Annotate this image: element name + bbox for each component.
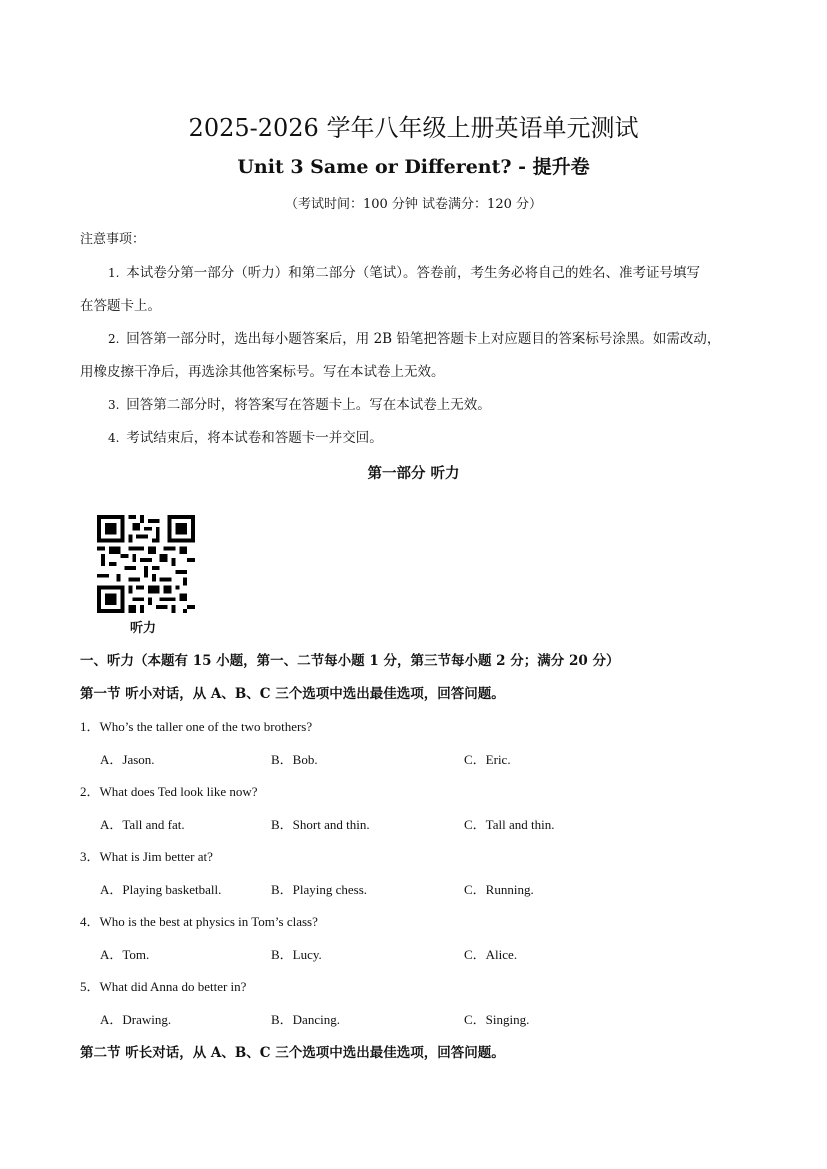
note-4 — [108, 422, 383, 455]
exam-duration-score: （考试时间：100 分钟 试卷满分：120 分） — [284, 197, 543, 212]
note-3 — [108, 389, 491, 422]
question-3-option-b[interactable]: B．Playing chess. — [271, 882, 368, 897]
question-3-stem: 3．What is Jim better at? — [80, 849, 213, 864]
question-5-option-c[interactable]: C．Singing. — [464, 1012, 530, 1027]
unit-title: Unit 3 Same or Different? - 提升卷 — [237, 156, 590, 178]
question-4-option-c[interactable]: C．Alice. — [464, 947, 518, 962]
question-4-stem: 4．Who is the best at physics in Tom’s class? — [80, 914, 318, 929]
question-1-option-c[interactable]: C．Eric. — [464, 752, 511, 767]
question-3-option-a[interactable]: A．Playing basketball. — [100, 882, 222, 897]
listening-section-heading: 一、听力（本题有 15 小题，第一、二节每小题 1 分，第三节每小题 2 分；满分 20 分） — [80, 653, 620, 669]
question-1-stem: 1．Who’s the taller one of the two brothers? — [80, 719, 313, 734]
notes-heading: 注意事项： — [80, 232, 146, 247]
question-5-option-b[interactable]: B．Dancing. — [271, 1012, 340, 1027]
question-5-stem: 5．What did Anna do better in? — [80, 979, 247, 994]
note-number: 3. — [108, 398, 120, 412]
listening-sub1-heading: 第一节 听小对话，从 A、B、C 三个选项中选出最佳选项，回答问题。 — [80, 686, 505, 702]
qr-label: 听力 — [130, 621, 157, 636]
note-text: 回答第二部分时，将答案写在答题卡上。写在本试卷上无效。 — [126, 397, 491, 413]
question-2-stem: 2．What does Ted look like now? — [80, 784, 258, 799]
part-one-title: 第一部分 听力 — [367, 465, 460, 482]
exam-title: 2025-2026 学年八年级上册英语单元测试 — [188, 114, 639, 142]
qr-code-icon[interactable] — [97, 515, 195, 613]
question-4-option-b[interactable]: B．Lucy. — [271, 947, 322, 962]
note-1-line1 — [108, 257, 700, 290]
question-1-option-a[interactable]: A．Jason. — [100, 752, 155, 767]
note-2-line1 — [108, 323, 720, 356]
question-3-option-c[interactable]: C．Running. — [464, 882, 534, 897]
note-number: 1. — [108, 266, 120, 280]
question-1-option-b[interactable]: B．Bob. — [271, 752, 318, 767]
question-2-option-c[interactable]: C．Tall and thin. — [464, 817, 555, 832]
question-5-option-a[interactable]: A．Drawing. — [100, 1012, 172, 1027]
note-text: 回答第一部分时，选出每小题答案后，用 2B 铅笔把答题卡上对应题目的答案标号涂黑。如需改动， — [126, 331, 721, 347]
question-2-option-a[interactable]: A．Tall and fat. — [100, 817, 185, 832]
note-text: 本试卷分第一部分（听力）和第二部分（笔试）。答卷前，考生务必将自己的姓名、准考证号填写 — [126, 265, 701, 281]
note-2-line2: 用橡皮擦干净后，再选涂其他答案标号。写在本试卷上无效。 — [80, 364, 445, 380]
question-2-option-b[interactable]: B．Short and thin. — [271, 817, 370, 832]
note-1-line2: 在答题卡上。 — [80, 298, 161, 314]
listening-sub2-heading: 第二节 听长对话，从 A、B、C 三个选项中选出最佳选项，回答问题。 — [80, 1045, 505, 1061]
note-number: 4. — [108, 431, 120, 445]
note-number: 2. — [108, 332, 120, 346]
note-text: 考试结束后，将本试卷和答题卡一并交回。 — [126, 430, 383, 446]
question-4-option-a[interactable]: A．Tom. — [100, 947, 150, 962]
